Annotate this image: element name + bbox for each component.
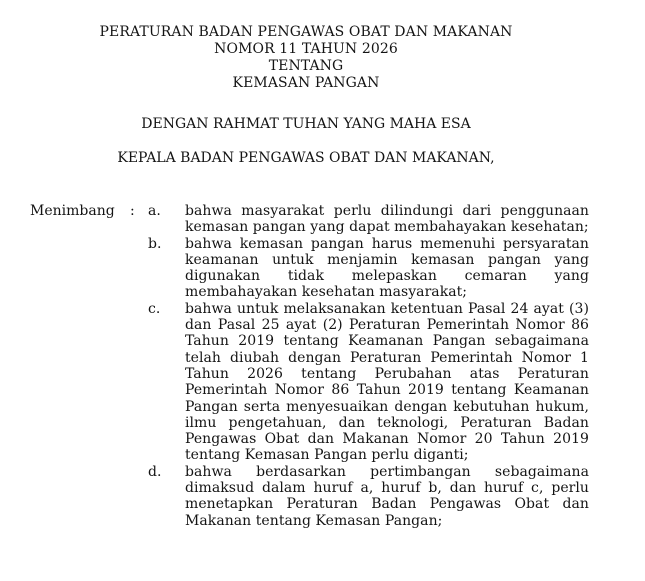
item-letter: c. bbox=[148, 300, 161, 317]
rahmat-line: DENGAN RAHMAT TUHAN YANG MAHA ESA bbox=[141, 116, 471, 132]
menimbang-item-c bbox=[148, 301, 593, 464]
item-letter: a. bbox=[148, 203, 161, 219]
menimbang-item-a bbox=[148, 203, 593, 236]
menimbang-colon: : bbox=[130, 203, 135, 219]
item-letter: b. bbox=[148, 235, 162, 252]
item-letter: d. bbox=[148, 463, 162, 480]
header-number: NOMOR 11 TAHUN 2026 bbox=[214, 41, 398, 57]
menimbang-item-b bbox=[148, 236, 593, 301]
menimbang-list bbox=[148, 203, 593, 529]
kepala-line: KEPALA BADAN PENGAWAS OBAT DAN MAKANAN, bbox=[117, 150, 495, 166]
menimbang-item-d bbox=[148, 464, 593, 529]
header-title: PERATURAN BADAN PENGAWAS OBAT DAN MAKANAN bbox=[99, 24, 513, 40]
item-text: bahwa kemasan pangan harus memenuhi persyaratan keamanan untuk menjamin kemasan pangan yang digunakan tidak melepaskan cemaran yang membahayakan kesehatan masyarakat; bbox=[185, 235, 589, 301]
item-text: bahwa masyarakat perlu dilindungi dari penggunaan kemasan pangan yang dapat membahayakan kesehatan; bbox=[185, 203, 589, 236]
item-text: bahwa untuk melaksanakan ketentuan Pasal 24 ayat (3) dan Pasal 25 ayat (2) Peraturan Pemerintah Nomor 86 Tahun 2019 tentang Keamanan Pangan sebagaimana telah diubah dengan Peraturan Pemerintah Nomor 1 Tahun 2026 tentang Perubahan atas Peraturan Pemerintah Nomor 86 Tahun 2019 tentang Keamanan Pangan serta menyesuaikan dengan kebutuhan hukum, ilmu pengetahuan, dan teknologi, Peraturan Badan Pengawas Obat dan Makanan Nomor 20 Tahun 2019 tentang Kemasan Pangan perlu diganti; bbox=[185, 300, 589, 464]
header-subject: KEMASAN PANGAN bbox=[232, 75, 380, 91]
menimbang-label: Menimbang bbox=[30, 203, 115, 219]
regulation-header bbox=[0, 24, 612, 92]
item-text: bahwa berdasarkan pertimbangan sebagaimana dimaksud dalam huruf a, huruf b, dan huruf c, perlu menetapkan Peraturan Badan Pengawas Obat dan Makanan tentang Kemasan Pangan; bbox=[185, 463, 589, 529]
header-tentang: TENTANG bbox=[268, 58, 344, 74]
